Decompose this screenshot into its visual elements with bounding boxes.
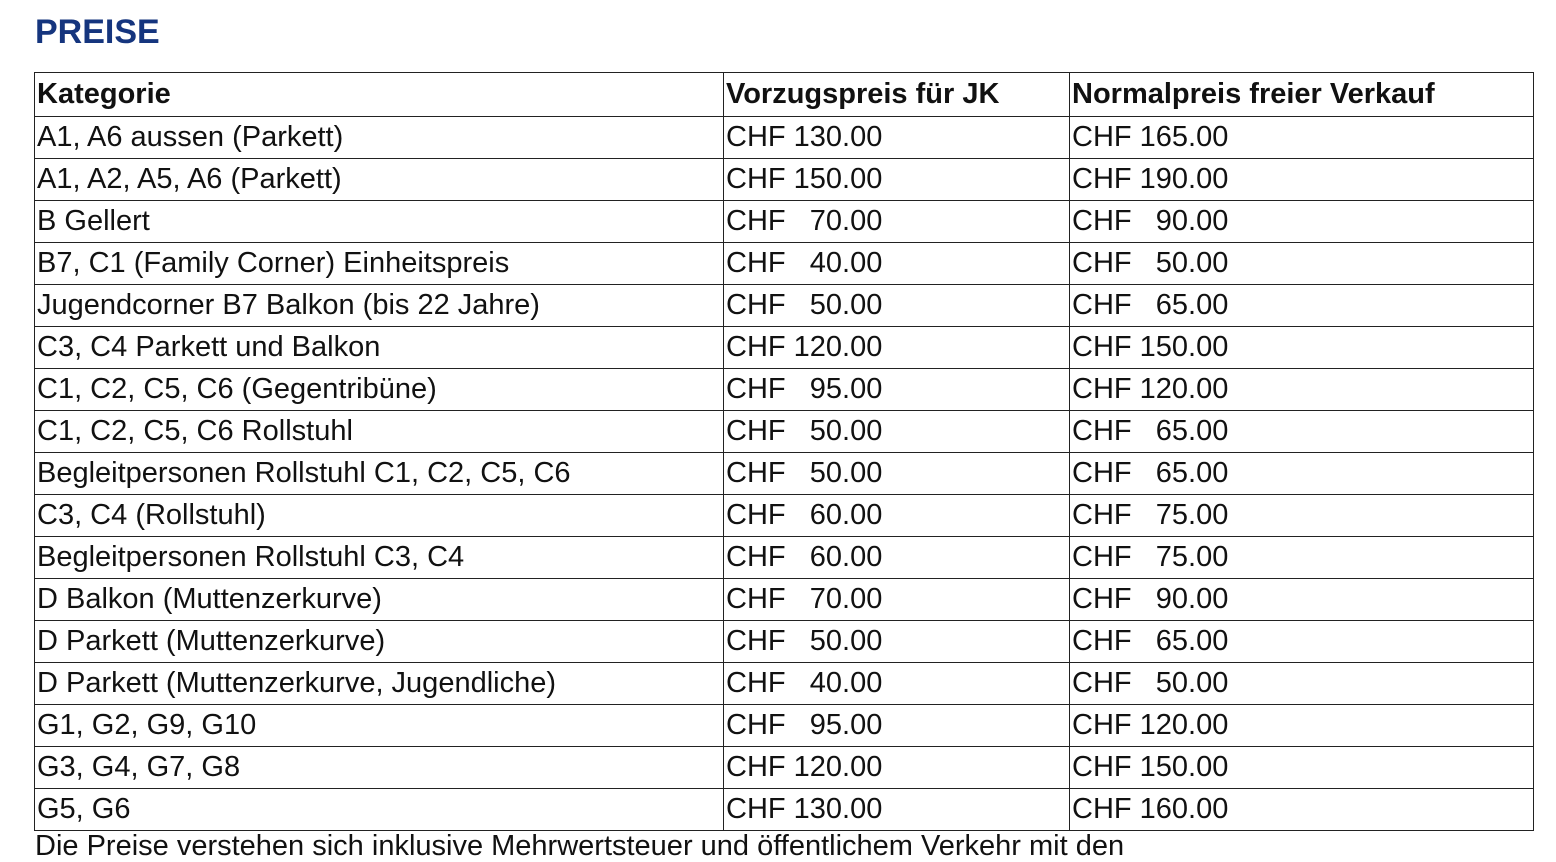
cell-normalpreis: CHF 150.00: [1070, 747, 1534, 789]
cell-normalpreis: CHF 50.00: [1070, 243, 1534, 285]
table-row: [35, 747, 1534, 789]
table-body: [35, 117, 1534, 831]
cell-kategorie: G3, G4, G7, G8: [35, 747, 724, 789]
table-row: [35, 621, 1534, 663]
cell-normalpreis: CHF 65.00: [1070, 285, 1534, 327]
cell-kategorie: D Parkett (Muttenzerkurve, Jugendliche): [35, 663, 724, 705]
cell-kategorie: Begleitpersonen Rollstuhl C1, C2, C5, C6: [35, 453, 724, 495]
cell-normalpreis: CHF 90.00: [1070, 579, 1534, 621]
table-row: [35, 201, 1534, 243]
cell-vorzugspreis: CHF 130.00: [724, 789, 1070, 831]
table-row: [35, 243, 1534, 285]
cell-normalpreis: CHF 50.00: [1070, 663, 1534, 705]
cell-kategorie: B7, C1 (Family Corner) Einheitspreis: [35, 243, 724, 285]
cell-vorzugspreis: CHF 130.00: [724, 117, 1070, 159]
cell-vorzugspreis: CHF 50.00: [724, 411, 1070, 453]
table-row: [35, 411, 1534, 453]
table-header-row: [35, 73, 1534, 117]
cell-normalpreis: CHF 90.00: [1070, 201, 1534, 243]
cell-normalpreis: CHF 120.00: [1070, 369, 1534, 411]
cell-kategorie: A1, A6 aussen (Parkett): [35, 117, 724, 159]
cell-vorzugspreis: CHF 120.00: [724, 747, 1070, 789]
cell-kategorie: C1, C2, C5, C6 (Gegentribüne): [35, 369, 724, 411]
cell-kategorie: C3, C4 (Rollstuhl): [35, 495, 724, 537]
cell-vorzugspreis: CHF 70.00: [724, 201, 1070, 243]
cell-vorzugspreis: CHF 50.00: [724, 453, 1070, 495]
cell-normalpreis: CHF 160.00: [1070, 789, 1534, 831]
table-row: [35, 117, 1534, 159]
header-vorzugspreis: Vorzugspreis für JK: [724, 73, 1070, 117]
cell-normalpreis: CHF 65.00: [1070, 411, 1534, 453]
cell-vorzugspreis: CHF 40.00: [724, 663, 1070, 705]
cell-kategorie: D Balkon (Muttenzerkurve): [35, 579, 724, 621]
cell-normalpreis: CHF 150.00: [1070, 327, 1534, 369]
cell-kategorie: C3, C4 Parkett und Balkon: [35, 327, 724, 369]
table-row: [35, 327, 1534, 369]
table-row: [35, 789, 1534, 831]
cell-kategorie: B Gellert: [35, 201, 724, 243]
footer-text: Die Preise verstehen sich inklusive Mehrwertsteuer und öffentlichem Verkehr mit den: [35, 830, 1125, 862]
cell-vorzugspreis: CHF 60.00: [724, 537, 1070, 579]
cell-vorzugspreis: CHF 150.00: [724, 159, 1070, 201]
cell-vorzugspreis: CHF 50.00: [724, 621, 1070, 663]
header-normalpreis: Normalpreis freier Verkauf: [1070, 73, 1534, 117]
table-row: [35, 453, 1534, 495]
page-title: PREISE: [35, 13, 160, 51]
price-table: [34, 72, 1534, 831]
table-row: [35, 369, 1534, 411]
cell-normalpreis: CHF 165.00: [1070, 117, 1534, 159]
table-row: [35, 285, 1534, 327]
cell-kategorie: C1, C2, C5, C6 Rollstuhl: [35, 411, 724, 453]
table-row: [35, 159, 1534, 201]
cell-normalpreis: CHF 65.00: [1070, 453, 1534, 495]
cell-kategorie: G5, G6: [35, 789, 724, 831]
cell-vorzugspreis: CHF 50.00: [724, 285, 1070, 327]
cell-vorzugspreis: CHF 60.00: [724, 495, 1070, 537]
cell-kategorie: Begleitpersonen Rollstuhl C3, C4: [35, 537, 724, 579]
cell-vorzugspreis: CHF 120.00: [724, 327, 1070, 369]
cell-vorzugspreis: CHF 95.00: [724, 705, 1070, 747]
cell-kategorie: D Parkett (Muttenzerkurve): [35, 621, 724, 663]
cell-vorzugspreis: CHF 70.00: [724, 579, 1070, 621]
table-row: [35, 495, 1534, 537]
cell-normalpreis: CHF 75.00: [1070, 495, 1534, 537]
table-row: [35, 705, 1534, 747]
table-row: [35, 579, 1534, 621]
table-row: [35, 537, 1534, 579]
cell-kategorie: A1, A2, A5, A6 (Parkett): [35, 159, 724, 201]
cell-normalpreis: CHF 190.00: [1070, 159, 1534, 201]
table-row: [35, 663, 1534, 705]
cell-vorzugspreis: CHF 95.00: [724, 369, 1070, 411]
cell-normalpreis: CHF 75.00: [1070, 537, 1534, 579]
cell-kategorie: Jugendcorner B7 Balkon (bis 22 Jahre): [35, 285, 724, 327]
cell-normalpreis: CHF 120.00: [1070, 705, 1534, 747]
cell-vorzugspreis: CHF 40.00: [724, 243, 1070, 285]
cell-kategorie: G1, G2, G9, G10: [35, 705, 724, 747]
cell-normalpreis: CHF 65.00: [1070, 621, 1534, 663]
header-kategorie: Kategorie: [35, 73, 724, 117]
